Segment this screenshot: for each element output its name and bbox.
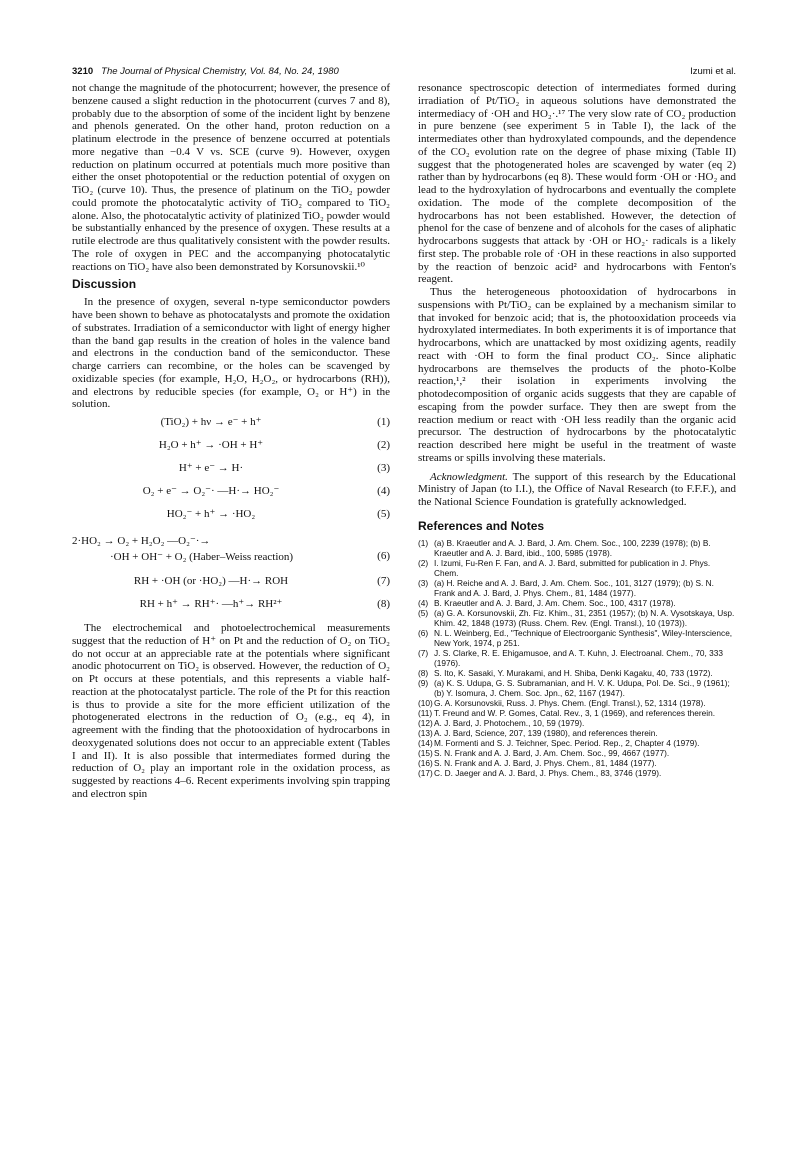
equation-6-line1: 2·HO₂ → O₂ + H₂O₂ —O₂⁻·→ xyxy=(72,535,211,547)
left-column xyxy=(72,82,390,801)
reference-text: S. N. Frank and A. J. Bard, J. Am. Chem. Soc., 99, 4667 (1977). xyxy=(434,747,670,758)
reference-item xyxy=(418,768,736,778)
reference-item xyxy=(418,718,736,728)
reference-number: (4) xyxy=(418,597,429,608)
acknowledgment xyxy=(418,471,736,509)
reference-text: N. L. Weinberg, Ed., "Technique of Electroorganic Synthesis", Wiley-Interscience, New York, 1974, p 251. xyxy=(434,627,733,648)
reference-text: B. Kraeutler and A. J. Bard, J. Am. Chem. Soc., 100, 4317 (1978). xyxy=(434,597,676,608)
reference-number: (5) xyxy=(418,607,429,618)
discussion-heading: Discussion xyxy=(72,277,137,292)
right-column xyxy=(418,82,736,778)
equation-6 xyxy=(72,526,390,570)
right-paragraph-1: resonance spectroscopic detection of intermediates formed during irradiation of Pt/TiO₂ in aqueous solutions have demonstrated the intermediacy of ·OH and HO₂·.¹⁷ The very slow rate of CO₂ production in pure benzene (see experiment 5 in Table I), the lack of the intermediates other than hydroxylated compounds, and the dependence of the CO₂ evolution rate on the degree of phase mixing (Table II) suggest that the photogenerated holes are scavenged by water (eq 2) rather than by hydrocarbons (eq 8). These would form ·OH or ·HO₂ and lead to the hydroxylation of hydrocarbons and eventually the complete oxidation. The mode of the complete decomposition of the hydrocarbons has not been established. However, the detection of phenol for the case of benzene and of alcohols for the cases of aliphatic hydrocarbons suggests that attack by ·OH or HO₂· radicals is a likely first step. The probable role of ·OH in these reactions in also supported by the reaction of benzoic acid² and hydrocarbons with Fenton's reagent. xyxy=(418,82,736,286)
reference-number: (10) xyxy=(418,697,433,708)
discussion-paragraph: In the presence of oxygen, several n-type semiconductor powders have been shown to behave as photocatalysts and promote the oxidation of substrates. Irradiation of a semiconductor with light of energy higher than the band gap results in the creation of holes in the valence band and electrons in the conduction band of the semiconductor. These charge carriers can recombine, or the holes can be scavenged by oxidizable species (for example, H₂O, H₂O₂, or hydrocarbons (RH)), and electrons by reducible species (for example, O₂ or H⁺) in the solution. xyxy=(72,296,390,411)
equation-formula: RH + h⁺ → RH⁺· —h⁺→ RH²⁺ xyxy=(139,598,283,610)
reference-text: (a) B. Kraeutler and A. J. Bard, J. Am. Chem. Soc., 100, 2239 (1978); (b) B. Kraeutler and A. J. Bard, ibid., 100, 5985 (1978). xyxy=(434,537,711,558)
reference-text: S. N. Frank and A. J. Bard, J. Phys. Chem., 81, 1484 (1977). xyxy=(434,757,657,768)
reference-text: (a) G. A. Korsunovskii, Zh. Fiz. Khim., 31, 2351 (1957); (b) N. A. Vysotskaya, Usp. Khim. 42, 1848 (1973) (Russ. Chem. Rev. (Engl. Transl.), 10 (1973)). xyxy=(434,607,735,628)
reference-item xyxy=(418,698,736,708)
equation-6-number: (6) xyxy=(377,550,390,562)
reference-number: (11) xyxy=(418,707,433,718)
equation-b-2 xyxy=(72,593,390,616)
reference-number: (6) xyxy=(418,627,429,638)
equation-formula: HO₂⁻ + h⁺ → ·HO₂ xyxy=(166,508,256,520)
reference-number: (12) xyxy=(418,717,433,728)
reference-item xyxy=(418,578,736,598)
equation-number: (4) xyxy=(377,485,390,497)
equation-2 xyxy=(72,434,390,457)
references-heading: References and Notes xyxy=(418,518,545,533)
reference-text: T. Freund and W. P. Gomes, Catal. Rev., 3, 1 (1969), and references therein. xyxy=(434,707,716,718)
reference-number: (3) xyxy=(418,577,429,588)
equation-formula: (TiO₂) + hν → e⁻ + h⁺ xyxy=(160,416,262,428)
reference-item xyxy=(418,598,736,608)
reference-item xyxy=(418,538,736,558)
intro-paragraph: not change the magnitude of the photocurrent; however, the presence of benzene caused a slight reduction in the photocurrent (curves 7 and 8), probably due to the absorption of some of the incident light by benzene and phenols generated. On the other hand, proton reduction on a platinum electrode in the presence of benzene occurred at potentials more negative than −0.4 V vs. SCE (curve 9). However, oxygen reduction on platinum occurred at potentials much more positive than either the onset photopotential or the reduction potential of oxygen on TiO₂ (curve 10). Thus, the presence of platinum on the TiO₂ powder could promote the photocatalytic activity of TiO₂ compared to TiO₂ alone. Also, the photocatalytic activity of platinized TiO₂ powder would be substantially enhanced by the presence of oxygen. These results at a rutile electrode are thus qualitatively consistent with the powder results. The role of oxygen in PEC and the accompanying photocatalytic reactions on TiO₂ have also been demonstrated by Korsunovskii.¹⁰ xyxy=(72,82,390,273)
reference-text: (a) K. S. Udupa, G. S. Subramanian, and H. V. K. Udupa, Pol. De. Sci., 9 (1961); (b) Y. Isomura, J. Chem. Soc. Jpn., 62, 1167 (1947). xyxy=(434,677,730,698)
reference-item xyxy=(418,678,736,698)
equation-b-1 xyxy=(72,570,390,593)
reference-number: (14) xyxy=(418,737,433,748)
acknowledgment-text: The support of this research by the Educational Ministry of Japan (to I.I.), the Office of Naval Research (to F.F.F.), and the National Science Foundation is gratefully acknowledged. xyxy=(418,470,736,508)
equation-5 xyxy=(72,503,390,526)
reference-text: (a) H. Reiche and A. J. Bard, J. Am. Chem. Soc., 101, 3127 (1979); (b) S. N. Frank and A. J. Bard, J. Phys. Chem., 81, 1484 (1977). xyxy=(434,577,714,598)
reference-number: (15) xyxy=(418,747,433,758)
equation-formula: RH + ·OH (or ·HO₂) —H·→ ROH xyxy=(133,575,289,587)
closing-paragraph: The electrochemical and photoelectrochemical measurements suggest that the reduction of H⁺ on Pt and the reduction of O₂ on TiO₂ do not occur at an appreciable rate at the potentials where significant anodic photocurrent on TiO₂ is observed. However, the reduction of O₂ on Pt occurs at these potentials, and this represents a viable half-reaction at the photocatalyst particle. The role of the Pt for this reaction is thus to provide a site for the more efficient utilization of the photogenerated electrons in the reduction of O₂ (e.g., eq 4), in agreement with the finding that the photooxidation of hydrocarbons in deoxygenated solutions does not occur to an appreciable extent (Tables I and II). It is also possible that intermediates formed during the reduction of O₂ play an important role in the oxidation process, as suggested by reactions 4–6. Recent experiments involving spin trapping and electron spin xyxy=(72,622,390,800)
reference-item xyxy=(418,628,736,648)
reference-text: M. Formenti and S. J. Teichner, Spec. Period. Rep., 2, Chapter 4 (1979). xyxy=(434,737,700,748)
equation-list xyxy=(72,411,390,526)
equation-number: (3) xyxy=(377,462,390,474)
equation-3 xyxy=(72,457,390,480)
reference-text: J. S. Clarke, R. E. Ehigamusoe, and A. T. Kuhn, J. Electroanal. Chem., 70, 333 (1976). xyxy=(434,647,724,668)
reference-text: I. Izumi, Fu-Ren F. Fan, and A. J. Bard, submitted for publication in J. Phys. Chem. xyxy=(434,557,711,578)
journal-citation: The Journal of Physical Chemistry, Vol. 84, No. 24, 1980 xyxy=(101,66,339,77)
reference-text: A. J. Bard, J. Photochem., 10, 59 (1979). xyxy=(434,717,585,728)
equation-formula: O₂ + e⁻ → O₂⁻· —H·→ HO₂⁻ xyxy=(142,485,280,497)
reference-number: (2) xyxy=(418,557,429,568)
reference-text: C. D. Jaeger and A. J. Bard, J. Phys. Chem., 83, 3746 (1979). xyxy=(434,767,662,778)
reference-item xyxy=(418,758,736,768)
equation-list-2 xyxy=(72,570,390,616)
reference-number: (13) xyxy=(418,727,433,738)
reference-item xyxy=(418,708,736,718)
reference-item xyxy=(418,738,736,748)
running-authors: Izumi et al. xyxy=(690,66,736,77)
equation-formula: H⁺ + e⁻ → H· xyxy=(178,462,244,474)
equation-number: (1) xyxy=(377,416,390,428)
equation-number: (7) xyxy=(377,575,390,587)
right-paragraph-2: Thus the heterogeneous photooxidation of hydrocarbons in suspensions with Pt/TiO₂ can be explained by a mechanism similar to that invoked for benzoic acid; that is, the photooxidation proceeds via hydroxylated intermediates. In both experiments it is of importance that hydrocarbons, which are unattacked by most oxidizing agents, readily react with ·OH to form the final product CO₂. Since aliphatic hydrocarbons are themselves the products of the photo-Kolbe reaction,¹,² their isolation in experiments involving the photodecomposition of organic acids suggests that they are capable of escaping from the powder surface. They then are swept from the reaction medium or react with ·OH less readily than the organic acid precursor. The destruction of hydrocarbons by the photocatalytic reaction described here might be useful in the treatment of waste streams or spills involving these materials. xyxy=(418,286,736,464)
reference-item xyxy=(418,728,736,738)
reference-number: (17) xyxy=(418,767,433,778)
reference-text: A. J. Bard, Science, 207, 139 (1980), and references therein. xyxy=(434,727,658,738)
reference-item xyxy=(418,668,736,678)
equation-1 xyxy=(72,411,390,434)
equation-number: (2) xyxy=(377,439,390,451)
reference-item xyxy=(418,608,736,628)
acknowledgment-label: Acknowledgment. xyxy=(430,470,508,483)
equation-4 xyxy=(72,480,390,503)
equation-6-line2: ·OH + OH⁻ + O₂ (Haber–Weiss reaction) xyxy=(110,551,294,563)
reference-number: (9) xyxy=(418,677,429,688)
equation-number: (5) xyxy=(377,508,390,520)
reference-list xyxy=(418,538,736,778)
equation-number: (8) xyxy=(377,598,390,610)
equation-formula: H₂O + h⁺ → ·OH + H⁺ xyxy=(158,439,264,451)
reference-number: (7) xyxy=(418,647,429,658)
reference-text: S. Ito, K. Sasaki, Y. Murakami, and H. Shiba, Denki Kagaku, 40, 733 (1972). xyxy=(434,667,713,678)
reference-number: (8) xyxy=(418,667,429,678)
reference-number: (16) xyxy=(418,757,433,768)
page-header xyxy=(72,66,736,80)
reference-number: (1) xyxy=(418,537,429,548)
reference-item xyxy=(418,648,736,668)
reference-text: G. A. Korsunovskii, Russ. J. Phys. Chem. (Engl. Transl.), 52, 1314 (1978). xyxy=(434,697,706,708)
reference-item xyxy=(418,748,736,758)
reference-item xyxy=(418,558,736,578)
page-number: 3210 xyxy=(72,66,94,77)
